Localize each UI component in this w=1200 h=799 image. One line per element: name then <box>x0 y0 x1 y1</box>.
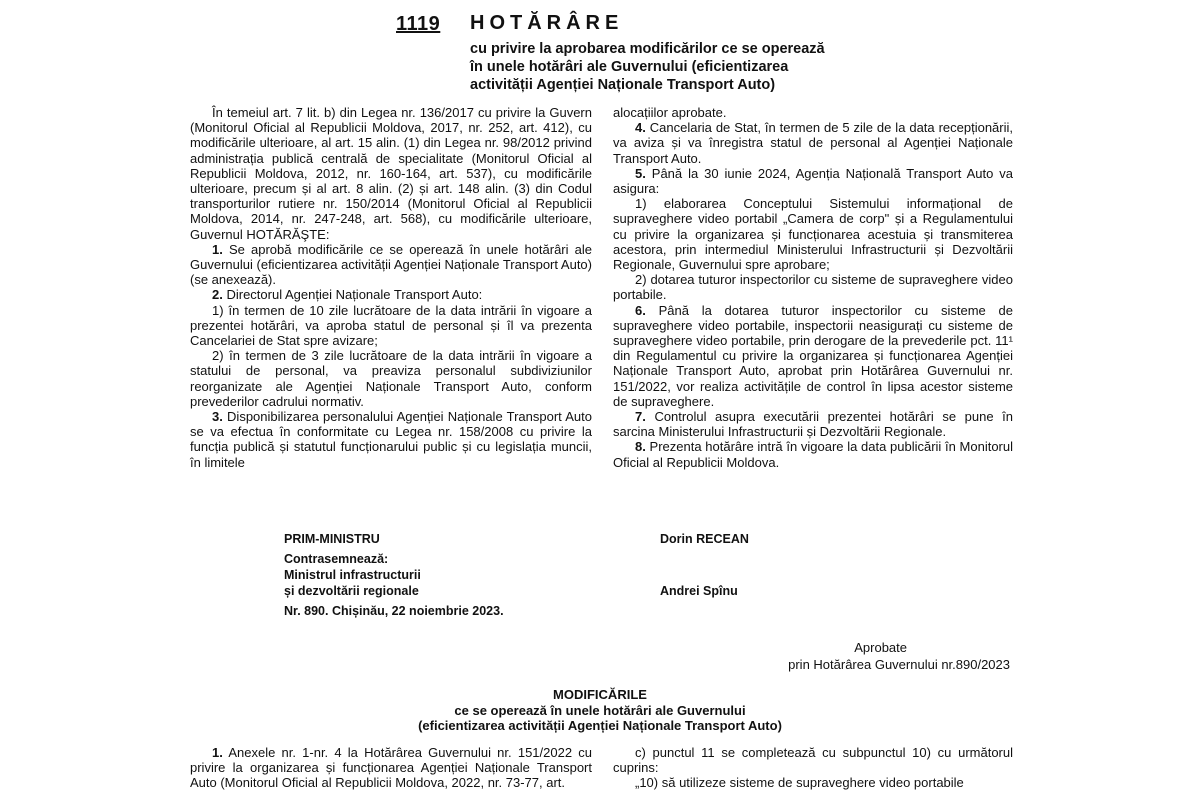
pm-title: PRIM-MINISTRU <box>284 532 380 546</box>
paragraph: 2) dotarea tuturor inspectorilor cu sisteme de supraveghere video portabile. <box>613 272 1013 303</box>
right-column <box>613 105 1013 470</box>
paragraph: În temeiul art. 7 lit. b) din Legea nr. 136/2017 cu privire la Guvern (Monitorul Oficial al Republicii Moldova, 2017, nr. 252, art. 412), cu modificările ulterioare, al art. 15 alin. (1) din Legea nr. 98/2012 privind administrația publică centrală de specialitate (Monitorul Oficial al Republicii Moldova, 2012, nr. 160-164, art. 537), cu modificările ulterioare, precum și al art. 8 alin. (2) și art. 148 alin. (3) din Codul transporturilor rutiere nr. 150/2014 (Monitorul Oficial al Republicii Moldova, 2014, nr. 247-248, art. 568), cu modificările ulterioare, Guvernul HOTĂRĂŞTE: <box>190 105 592 242</box>
paragraph: 2. Directorul Agenției Naționale Transport Auto: <box>212 287 483 303</box>
approval-note <box>788 639 1010 673</box>
approval-line2: prin Hotărârea Guvernului nr.890/2023 <box>788 657 1010 672</box>
pm-name: Dorin RECEAN <box>660 532 749 546</box>
decision-reference: Nr. 890. Chișinău, 22 noiembrie 2023. <box>284 604 504 618</box>
approval-line1: Aprobate <box>854 640 907 655</box>
paragraph: 1. Se aprobă modificările ce se operează în unele hotărâri ale Guvernului (eficientizarea activității Agenției Naționale Transport Auto) (se anexează). <box>190 241 592 288</box>
subtitle-line: activității Agenției Naționale Transport Auto) <box>470 77 776 93</box>
subtitle-line: cu privire la aprobarea modificărilor ce se operează <box>470 41 825 57</box>
modifications-title: MODIFICĂRILE <box>553 687 647 702</box>
minister-title-line2: și dezvoltării regionale <box>284 584 419 598</box>
minister-title-line1: Ministrul infrastructurii <box>284 568 421 582</box>
paragraph: 1) în termen de 10 zile lucrătoare de la data intrării în vigoare a prezentei hotărâri, va aproba statul de personal și îl va prezenta Cancelariei de Stat spre avizare; <box>190 302 592 349</box>
paragraph: 1) elaborarea Conceptului Sistemului informațional de supraveghere video portabil „Camera de corp" și a Regulamentului cu privire la organizarea și funcționarea acestuia și transmiterea acestora, prin intermediul Ministerului Infrastructurii și Dezvoltării Regionale, Guvernului spre aprobare; <box>613 196 1013 273</box>
modifications-right-column <box>613 745 1013 791</box>
paragraph: „10) să utilizeze sisteme de supraveghere video portabile <box>635 775 964 791</box>
modifications-subtitle: (eficientizarea activității Agenției Naționale Transport Auto) <box>418 718 782 733</box>
subtitle-line: în unele hotărâri ale Guvernului (eficientizarea <box>470 59 789 75</box>
paragraph: 1. Anexele nr. 1-nr. 4 la Hotărârea Guvernului nr. 151/2022 cu privire la organizarea și funcționarea Agenției Naționale Transport Auto (Monitorul Oficial al Republicii Moldova, 2022, nr. 73-77, art. <box>190 745 592 791</box>
paragraph: 5. Până la 30 iunie 2024, Agenția Națională Transport Auto va asigura: <box>613 165 1013 197</box>
minister-name: Andrei Spînu <box>660 584 738 598</box>
paragraph: 7. Controlul asupra executării prezentei hotărâri se pune în sarcina Ministerului Infrastructurii și Dezvoltării Regionale. <box>613 409 1013 440</box>
decision-title: HOTĂRÂRE <box>470 12 624 34</box>
paragraph: 3. Disponibilizarea personalului Agenției Naționale Transport Auto se va efectua în conformitate cu Legea nr. 158/2008 cu privire la funcția publică și statutul funcționarului public și cu legislația muncii, în limitele <box>190 409 592 470</box>
decision-subtitle <box>470 40 990 94</box>
paragraph: 6. Până la dotarea tuturor inspectorilor cu sisteme de supraveghere video portabile, inspectorii neasigurați cu sisteme de supraveghere video portabile, prin derogare de la prevederile pct. 11¹ din Regulamentul cu privire la organizarea și funcționarea Agenției Naționale Transport Auto, aprobat prin Hotărârea Guvernului nr. 151/2022, vor realiza activitățile de control în lipsa acestor sisteme de supraveghere. <box>613 302 1013 409</box>
paragraph: c) punctul 11 se completează cu subpunctul 10) cu următorul cuprins: <box>613 745 1013 776</box>
left-column <box>190 105 592 470</box>
countersign-label: Contrasemnează: <box>284 552 389 566</box>
modifications-subtitle: ce se operează în unele hotărâri ale Guvernului <box>454 702 746 718</box>
modifications-heading <box>0 687 1200 734</box>
decision-number: 1119 <box>396 13 441 35</box>
paragraph: alocațiilor aprobate. <box>613 105 727 120</box>
paragraph: 8. Prezenta hotărâre intră în vigoare la data publicării în Monitorul Oficial al Republicii Moldova. <box>613 439 1013 470</box>
paragraph: 2) în termen de 3 zile lucrătoare de la data intrării în vigoare a statului de personal, va preaviza personalul subdiviziunilor reorganizate ale Agenției Naționale Transport Auto, conform prevederilor cadrului normativ. <box>190 348 592 409</box>
paragraph: 4. Cancelaria de Stat, în termen de 5 zile de la data recepționării, va aviza și va înregistra statul de personal al Agenției Naționale Transport Auto. <box>613 120 1013 166</box>
modifications-left-column <box>190 745 592 791</box>
